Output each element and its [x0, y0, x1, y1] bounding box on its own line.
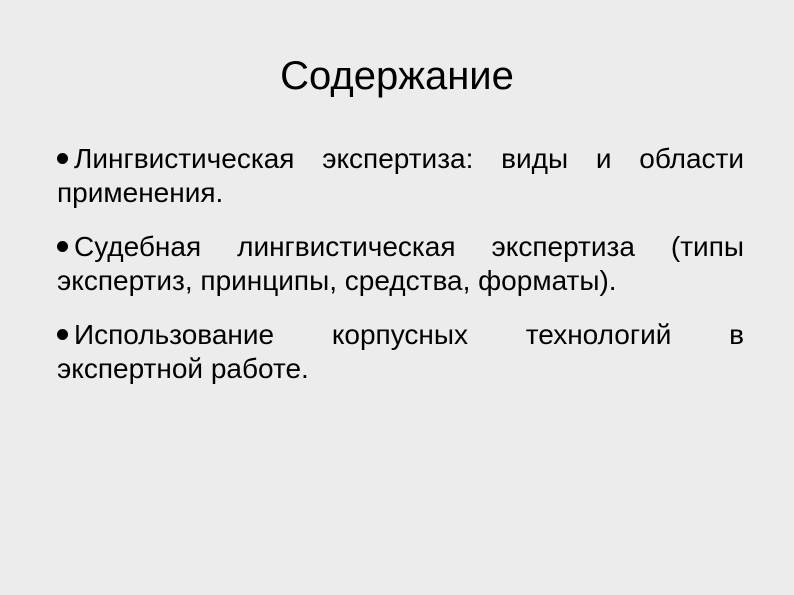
- bullet-item: [57, 230, 744, 298]
- bullet-dot-icon: [57, 329, 68, 340]
- bullet-text: Использование корпусных технологий в экспертной работе.: [57, 319, 744, 384]
- bullet-dot-icon: [57, 153, 68, 164]
- bullet-dot-icon: [57, 241, 68, 252]
- bullet-list: [57, 142, 744, 406]
- slide-title: Содержание: [280, 54, 514, 98]
- bullet-item: [57, 142, 744, 210]
- bullet-text: Судебная лингвистическая экспертиза (типы экспертиз, принципы, средства, форматы).: [57, 231, 744, 296]
- bullet-item: [57, 318, 744, 386]
- bullet-text: Лингвистическая экспертиза: виды и области применения.: [57, 143, 744, 208]
